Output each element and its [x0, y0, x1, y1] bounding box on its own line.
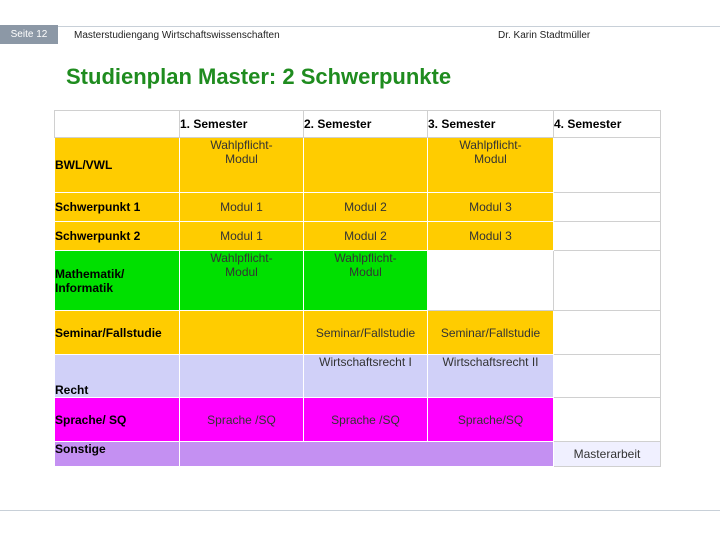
cell-math-s1: Wahlpflicht- Modul [180, 251, 304, 311]
semester-3-header: 3. Semester [428, 111, 554, 138]
cell-sp1-s1: Modul 1 [180, 193, 304, 222]
cell-recht-s4 [554, 355, 661, 398]
cell-sprache-s2: Sprache /SQ [304, 398, 428, 442]
footer-rule [0, 510, 720, 511]
cell-recht-s3: Wirtschaftsrecht II [428, 355, 554, 398]
semester-4-header: 4. Semester [554, 111, 661, 138]
cell-seminar-s3: Seminar/Fallstudie [428, 311, 554, 355]
cell-seminar-s2: Seminar/Fallstudie [304, 311, 428, 355]
cell-bwl-s1: Wahlpflicht- Modul [180, 138, 304, 193]
row-label-bwl-vwl: BWL/VWL [55, 138, 180, 193]
cell-math-s3 [428, 251, 554, 311]
cell-masterarbeit: Masterarbeit [554, 442, 661, 467]
cell-math-s2: Wahlpflicht- Modul [304, 251, 428, 311]
page-number: Seite 12 [0, 25, 58, 44]
cell-sp1-s2: Modul 2 [304, 193, 428, 222]
study-plan-table [54, 110, 661, 467]
row-label-seminar-fallstudie: Seminar/Fallstudie [55, 311, 180, 355]
row-label-sprache-sq: Sprache/ SQ [55, 398, 180, 442]
cell-seminar-s4 [554, 311, 661, 355]
row-label-schwerpunkt-2: Schwerpunkt 2 [55, 222, 180, 251]
cell-bwl-s4 [554, 138, 661, 193]
cell-sonstige-span [180, 442, 554, 467]
cell-sp2-s2: Modul 2 [304, 222, 428, 251]
cell-sprache-s4 [554, 398, 661, 442]
cell-math-s4 [554, 251, 661, 311]
cell-recht-s1 [180, 355, 304, 398]
program-name: Masterstudiengang Wirtschaftswissenschaften [74, 30, 280, 41]
row-label-sonstige: Sonstige [55, 442, 180, 467]
semester-1-header: 1. Semester [180, 111, 304, 138]
row-label-mathematik-informatik: Mathematik/ Informatik [55, 251, 180, 311]
author-name: Dr. Karin Stadtmüller [498, 30, 591, 41]
row-label-schwerpunkt-1: Schwerpunkt 1 [55, 193, 180, 222]
cell-sp2-s3: Modul 3 [428, 222, 554, 251]
cell-sp1-s3: Modul 3 [428, 193, 554, 222]
semester-2-header: 2. Semester [304, 111, 428, 138]
header-rule [0, 26, 720, 27]
cell-bwl-s2 [304, 138, 428, 193]
cell-bwl-s3: Wahlpflicht- Modul [428, 138, 554, 193]
cell-recht-s2: Wirtschaftsrecht I [304, 355, 428, 398]
cell-seminar-s1 [180, 311, 304, 355]
cell-sprache-s1: Sprache /SQ [180, 398, 304, 442]
corner-cell [55, 111, 180, 138]
cell-sp2-s4 [554, 222, 661, 251]
cell-sprache-s3: Sprache/SQ [428, 398, 554, 442]
cell-sp2-s1: Modul 1 [180, 222, 304, 251]
row-label-recht: Recht [55, 355, 180, 398]
slide-title: Studienplan Master: 2 Schwerpunkte [66, 64, 452, 89]
cell-sp1-s4 [554, 193, 661, 222]
